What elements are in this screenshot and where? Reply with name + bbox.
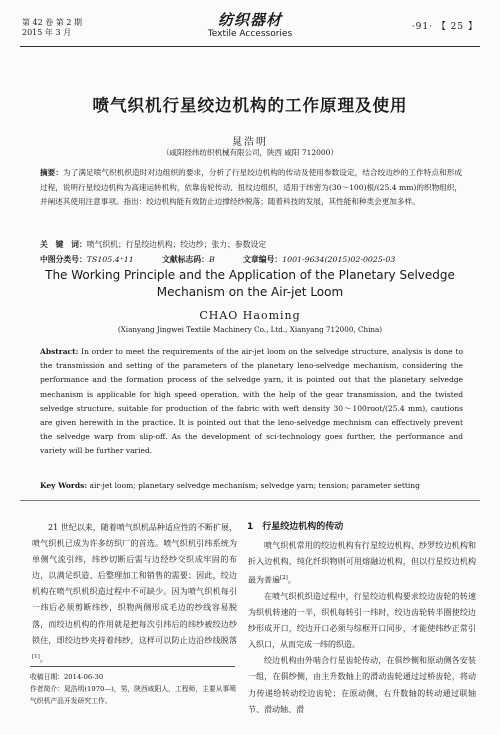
article-number-label: 文章编号：: [243, 254, 283, 264]
journal-logo: 纺织器材: [217, 11, 282, 29]
doc-code: B: [208, 254, 215, 264]
header-volume: 第 42 卷 第 2 期: [22, 18, 82, 27]
clc-code: TS105.4⁺11: [86, 254, 134, 264]
keywords-en-label: Key Words:: [40, 481, 88, 490]
received-date: 收稿日期：2014-06-30: [30, 673, 104, 681]
keywords-cn-label: 关 键 词：: [40, 240, 87, 249]
keywords-en: [40, 479, 470, 492]
header-date: 2015 年 3 月: [22, 28, 72, 37]
section-1-paragraph-2: 在喷气织机织造过程中，行星绞边机构要求绞边齿轮的转速为织机转速的一半，织机每转引一纬时，绞边齿轮转半圈使绞边纱形成开口，绞边开口必须与综框开口同步，才能使纬纱正常引入织口，从而完成一纬的织造。: [248, 591, 476, 650]
abstract-en-text: In order to meet the requirements of the air-jet loom on the selvedge structure, analysis is done to the transmission and setting of the parameters of the planetary leno-selvedge mechanism, considering the performance and the formation process of the selvedge yarn, it is pointed out that the planetary selvedge mechanism is applicable for high speed operation, with the help of the gear transmission, and the twisted selvedge structure, suitable for production of the fabric with weft density 30～100root/(25.4 mm), cautions are given herewith in the practice. It is pointed out that the leno-selvedge mechnism can effectively prevent the selvedge warp from slip-off. As the development of sci-technology goes further, the performance and variety will be further varied.: [40, 347, 463, 456]
author-cn: 晁浩明: [232, 137, 268, 148]
intro-paragraph: 21 世纪以来，随着喷气织机品种适应性的不断扩展，喷气织机已成为许多纺织厂的首选。喷气织机引纬系统为单侧气流引纬，纬纱切断后需与边经纱交织成牢固的布边，以满足织造、后整理加工和销售的需要；因此，绞边机构在喷气织机织造过程中不可缺少。因为喷气织机每引一纬后必须剪断纬纱，织物两侧形成毛边的纱线容易脱落，而绞边机构的作用就是把每次引纬后的纬纱被绞边纱锁住，即绞边纱夹持着纬纱，这样可以防止边沿纱线脱落[1]。: [32, 523, 237, 664]
section-heading-1: 1 行星绞边机构的传动: [247, 522, 344, 532]
abstract-cn-label: 摘要：: [40, 168, 64, 177]
footnote-rule: [30, 666, 235, 667]
affiliation-en: (Xianyang Jingwei Textile Machinery Co., Ltd., Xianyang 712000, China): [117, 325, 383, 334]
affiliation-cn: （咸阳经纬纺织机械有限公司，陕西 咸阳 712000）: [162, 148, 338, 157]
header-rule: [20, 46, 480, 47]
keywords-en-text: air-jet loom; planetary selvedge mechanism; selvedge yarn; tension; parameter setting: [89, 481, 420, 490]
author-en: CHAO Haoming: [199, 309, 301, 322]
section-1-body: [248, 538, 476, 718]
header-page-info: ·91· 【 25 】: [411, 22, 478, 32]
abstract-cn-text: 为了满足喷气织机织造时对边组织的要求，分析了行星绞边机构的传动及使用参数设定，结合绞边纱的工作特点和形成过程，说明行星绞边机构为高速运转机构，依靠齿轮传动、扭纹边组织，适用于纬密为(30～100)根/(25.4 mm)的织物组织，并阐述其使用注意事项。指出：绞边机构能有效防止边撑经纱脱落；随着科技的发展，其性能和种类会更加多样。: [40, 168, 463, 206]
abstract-en: [40, 345, 463, 459]
doc-code-label: 文献标志码：: [162, 254, 209, 264]
journal-name-en: Textile Accessories: [207, 29, 293, 39]
abstract-en-label: Abstract:: [40, 347, 79, 356]
keywords-cn-text: 喷气织机；行星绞边机构；绞边纱；张力；参数设定: [86, 240, 267, 249]
section-separator: [20, 500, 480, 501]
article-number: 1001-9634(2015)02-0025-03: [282, 254, 396, 264]
author-bio: 作者简介：晁浩明(1970—)，男，陕西咸阳人，工程师，主要从事喷气织机产品开发研究工作。: [30, 685, 237, 705]
keywords-cn: [40, 238, 470, 253]
section-1-citation: [2]: [280, 575, 288, 582]
intro-text: 21 世纪以来，随着喷气织机品种适应性的不断扩展，喷气织机已成为许多纺织厂的首选。喷气织机引纬系统为单侧气流引纬，纬纱切断后需与边经纱交织成牢固的布边，以满足织造、后整理加工和销售的需要；因此，绞边机构在喷气织机织造过程中不可缺少。因为喷气织机每引一纬后必须剪断纬纱，织物两侧形成毛边的纱线容易脱落，而绞边机构的作用就是把每次引纬后的纬纱被绞边纱锁住，即绞边纱夹持着纬纱，这样可以防止边沿纱线脱落: [32, 523, 237, 645]
classification-row: [40, 253, 470, 268]
abstract-cn: [40, 166, 462, 210]
intro-citation: [1]: [32, 653, 40, 660]
section-1-paragraph-1: 喷气织机常用的绞边机构有行星绞边机构、纱罗绞边机构和折入边机构，纯化纤织物则可用熔融边机构，但以行星绞边机构最为普遍[2]。: [248, 541, 476, 585]
metadata-cn: [40, 238, 470, 267]
article-title-cn: 喷气织机行星绞边机构的工作原理及使用: [92, 96, 408, 115]
section-1-paragraph-3: 绞边机构由外啮合行星齿轮传动，在俱纱侧和原动侧各安装一组，在俱纱侧，由主升数轴上的滑动齿轮通过过桥齿轮，将动力传递给转动绞边齿轮；在原动侧，右升数轴的转动通过联轴节、滑动轴、滑: [248, 656, 476, 714]
clc-label: 中图分类号：: [40, 254, 87, 264]
article-title-en: The Working Principle and the Application of the Planetary Selvedge Mechanism on the Air-jet Loom: [45, 268, 455, 299]
footnote: [30, 671, 240, 707]
